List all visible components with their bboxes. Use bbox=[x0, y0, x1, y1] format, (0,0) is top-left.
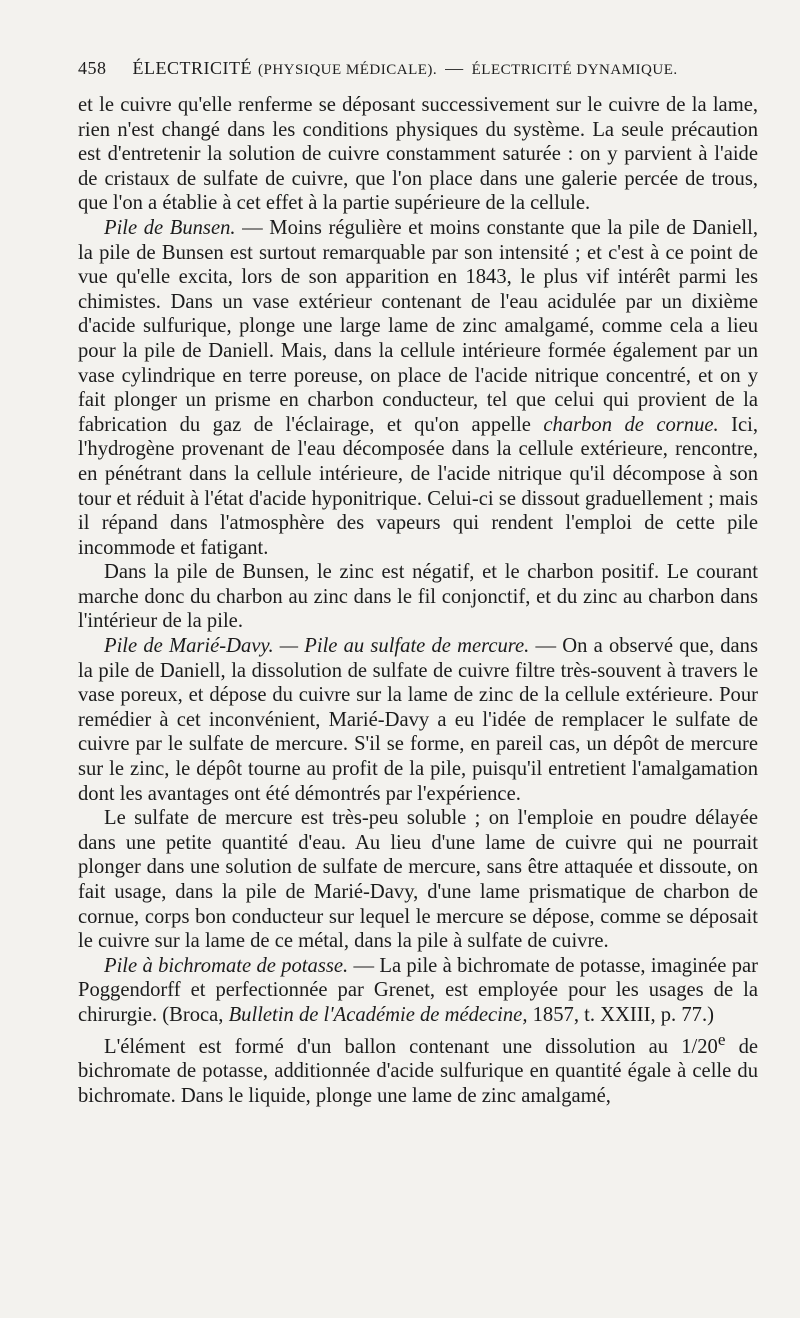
header-title: ÉLECTRICITÉ bbox=[132, 58, 252, 78]
page-number: 458 bbox=[78, 58, 107, 78]
paragraph-bichromate bbox=[78, 954, 758, 1028]
heading-bichromate: Pile à bichromate de potasse. bbox=[104, 954, 349, 977]
paragraph-7 bbox=[78, 1028, 758, 1109]
superscript-e: e bbox=[717, 1029, 726, 1049]
paragraph-7-text-a: L'élément est formé d'un ballon contenant une dissolution au 1/20 bbox=[104, 1035, 718, 1058]
bichromate-text-b: 1857, t. XXIII, p. 77.) bbox=[527, 1003, 714, 1026]
heading-marie-davy: Pile de Marié-Davy. — Pile au sulfate de mercure. bbox=[104, 635, 530, 658]
bichromate-text-a: — La pile à bichromate de potasse, imaginée par Poggendorff et perfectionnée par Grenet, est employée pour les usages de la chirurgie. (Broca, bbox=[78, 954, 758, 1026]
bunsen-text-a: — Moins régulière et moins constante que la pile de Daniell, la pile de Bunsen est surtout remarquable par son intensité ; et c'est à ce point de vue qu'elle excita, lors de son apparition en 1843, le plus vif intérêt parmi les chimistes. Dans un vase extérieur contenant de l'eau acidulée par un dixième d'acide sulfurique, plonge une large lame de zinc amalgamé, comme cela a lieu pour la pile de Daniell. Mais, dans la cellule intérieure formée également par un vase cylindrique en terre poreuse, on place de l'acide nitrique concentré, et on y fait plonger un prisme en charbon conducteur, tel que celui qui provient de la fabrication du gaz de l'éclairage, et qu'on appelle bbox=[78, 216, 759, 436]
bunsen-text-b: Ici, l'hydrogène provenant de l'eau décomposée dans la cellule extérieure, rencontre, en pénétrant dans la cellule intérieure, de l'acide nitrique qu'il décompose à son tour et réduit à l'état d'acide hyponitrique. Celui-ci se dissout graduellement ; mais il répand dans l'atmosphère des vapeurs qui rendent l'emploi de cette pile incommode et fatigant. bbox=[78, 413, 758, 559]
paragraph-bunsen bbox=[78, 216, 758, 560]
marie-davy-text: — On a observé que, dans la pile de Daniell, la dissolution de sulfate de cuivre filtre très-souvent à travers le vase poreux, et dépose du cuivre sur la lame de zinc de la cellule extérieure. Pour remédier à cet inconvénient, Marié-Davy a eu l'idée de remplacer le sulfate de cuivre par le sulfate de mercure. S'il se forme, en pareil cas, un dépôt de mercure sur le zinc, le dépôt tourne au profit de la pile, puisqu'il entretient l'amalgamation dont les avantages ont été démontrés par l'expérience. bbox=[78, 635, 758, 805]
bunsen-italic: charbon de cornue. bbox=[543, 413, 719, 436]
header-section: ÉLECTRICITÉ DYNAMIQUE. bbox=[471, 62, 678, 78]
paragraph-5-text: Le sulfate de mercure est très-peu soluble ; on l'emploie en poudre délayée dans une petite quantité d'eau. Au lieu d'une lame de cuivre qui ne pourrait plonger dans une solution de sulfate de mercure, sans être attaquée et dissoute, on fait usage, dans la pile de Marié-Davy, d'une lame prismatique de charbon de cornue, corps bon conducteur sur lequel le mercure se dépose, comme se déposait le cuivre sur la lame de ce métal, dans la pile à sulfate de cuivre. bbox=[78, 807, 758, 953]
running-header bbox=[78, 58, 758, 79]
paragraph-marie-davy bbox=[78, 634, 758, 806]
paragraph-5 bbox=[78, 806, 758, 954]
bichromate-italic: Bulletin de l'Académie de médecine, bbox=[228, 1003, 528, 1026]
paragraph-3-text: Dans la pile de Bunsen, le zinc est négatif, et le charbon positif. Le courant marche donc du charbon au zinc dans le fil conjonctif, et du zinc au charbon dans l'intérieur de la pile. bbox=[78, 561, 758, 633]
paragraph-3 bbox=[78, 560, 758, 634]
paragraph-7-text-b: de bichromate de potasse, additionnée d'acide sulfurique en quantité égale à celle du bichromate. Dans le liquide, plonge une lame de zinc amalgamé, bbox=[78, 1035, 758, 1107]
heading-bunsen: Pile de Bunsen. bbox=[104, 216, 236, 239]
paragraph-1 bbox=[78, 93, 758, 216]
header-dash: — bbox=[445, 58, 464, 78]
header-subtitle: (PHYSIQUE MÉDICALE). bbox=[257, 62, 438, 78]
paragraph-1-text: et le cuivre qu'elle renferme se déposant successivement sur le cuivre de la lame, rien n'est changé dans les conditions physiques du système. La seule précaution est d'entretenir la solution de cuivre constamment saturée : on y parvient à l'aide de cristaux de sulfate de cuivre, que l'on place dans une galerie percée de trous, que l'on a établie à cet effet à la partie supérieure de la cellule. bbox=[78, 94, 758, 215]
